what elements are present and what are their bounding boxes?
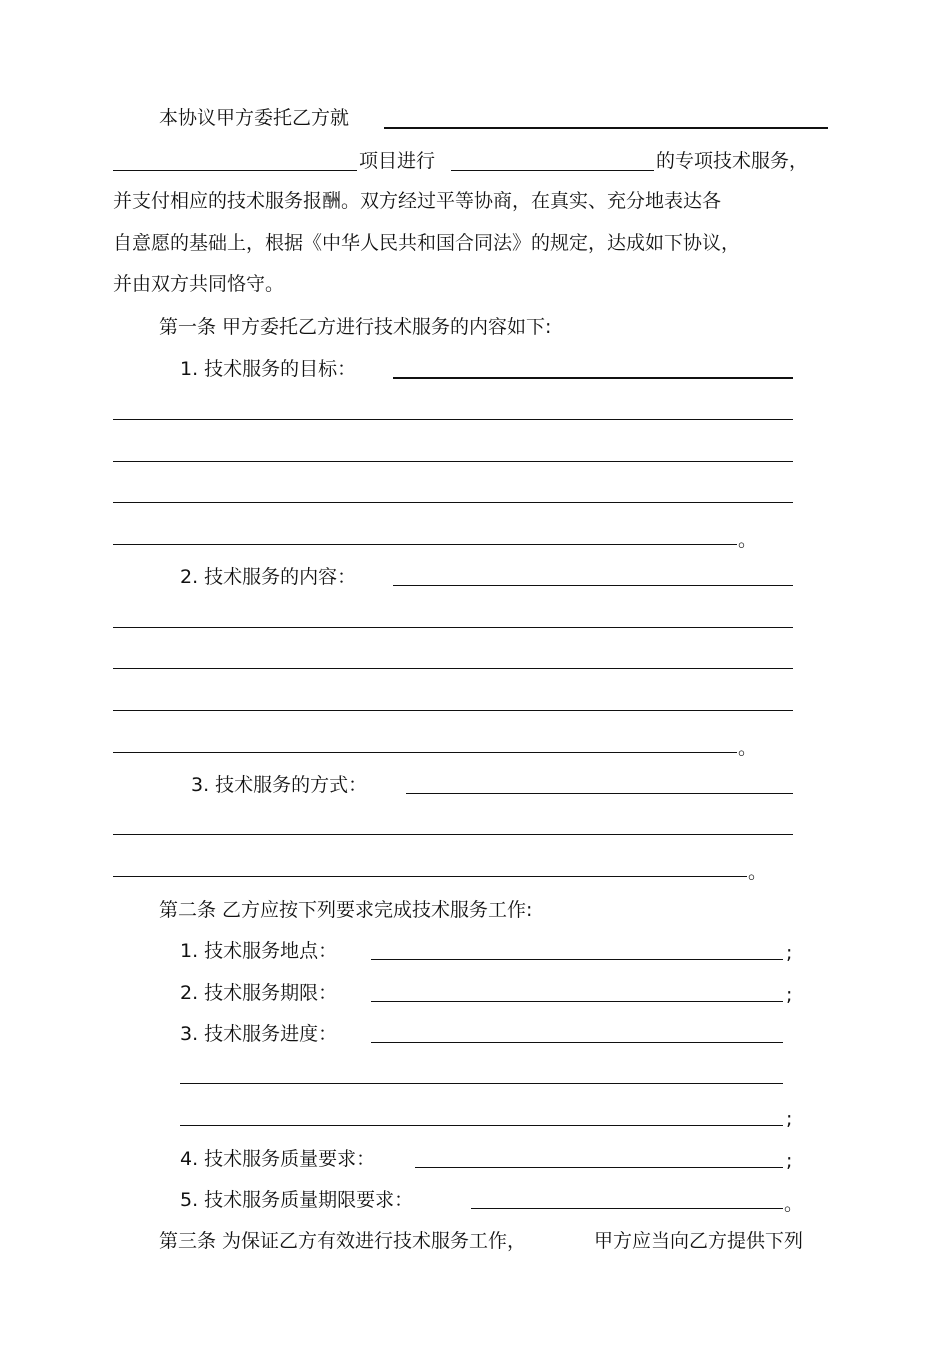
article-2-item-1-label: 1. 技术服务地点： <box>180 940 338 962</box>
service-content-line-2[interactable] <box>113 627 793 628</box>
service-goal-line-3[interactable] <box>113 461 793 462</box>
service-method-period: 。 <box>748 861 768 883</box>
intro-line-2-end: 的专项技术服务， <box>656 150 809 172</box>
intro-line-5: 并由双方共同恪守。 <box>113 273 285 295</box>
intro-line-4: 自意愿的基础上，根据《中华人民共和国合同法》的规定，达成如下协议， <box>113 232 741 254</box>
article-1-item-3-label: 3. 技术服务的方式： <box>191 774 368 796</box>
service-schedule-line-2[interactable] <box>180 1083 783 1084</box>
service-method-blank[interactable] <box>406 793 793 794</box>
article-2-heading: 第二条 乙方应按下列要求完成技术服务工作: <box>159 899 533 921</box>
article-3-heading: 第三条 为保证乙方有效进行技术服务工作， <box>159 1230 527 1252</box>
article-2-item-2-label: 2. 技术服务期限： <box>180 982 338 1004</box>
service-schedule-line-3[interactable] <box>180 1125 783 1126</box>
article-1-item-1-label: 1. 技术服务的目标： <box>180 358 357 380</box>
article-2-item-5-label: 5. 技术服务质量期限要求： <box>180 1189 414 1211</box>
service-goal-line-5[interactable] <box>113 544 737 545</box>
service-schedule-blank[interactable] <box>371 1042 783 1043</box>
service-content-line-3[interactable] <box>113 668 793 669</box>
service-content-blank[interactable] <box>393 585 793 586</box>
project-prefix-blank[interactable] <box>113 170 357 171</box>
service-location-semicolon: ; <box>786 942 793 964</box>
service-method-line-2[interactable] <box>113 834 793 835</box>
service-goal-period: 。 <box>738 529 758 551</box>
service-goal-line-4[interactable] <box>113 502 793 503</box>
article-2-item-4-label: 4. 技术服务质量要求： <box>180 1148 376 1170</box>
service-content-line-4[interactable] <box>113 710 793 711</box>
intro-line-1: 本协议甲方委托乙方就 <box>159 107 350 129</box>
service-method-line-3[interactable] <box>113 876 747 877</box>
article-1-item-2-label: 2. 技术服务的内容： <box>180 566 357 588</box>
intro-line-3: 并支付相应的技术服务报酬。双方经过平等协商，在真实、充分地表达各 <box>113 190 722 212</box>
service-goal-blank[interactable] <box>393 377 793 379</box>
service-schedule-semicolon: ; <box>786 1108 793 1130</box>
service-content-line-5[interactable] <box>113 752 737 753</box>
article-2-item-3-label: 3. 技术服务进度： <box>180 1023 338 1045</box>
service-period-semicolon: ; <box>786 984 793 1006</box>
project-name-blank[interactable] <box>384 127 828 129</box>
service-period-blank[interactable] <box>371 1001 783 1002</box>
article-1-heading: 第一条 甲方委托乙方进行技术服务的内容如下: <box>159 316 552 338</box>
service-location-blank[interactable] <box>371 959 783 960</box>
service-type-blank[interactable] <box>451 170 654 171</box>
quality-period-period: 。 <box>784 1193 804 1215</box>
quality-period-blank[interactable] <box>471 1208 783 1209</box>
article-3-tail: 甲方应当向乙方提供下列 <box>594 1230 804 1252</box>
intro-line-2-mid: 项目进行 <box>359 150 436 172</box>
quality-requirement-semicolon: ; <box>786 1150 793 1172</box>
service-goal-line-2[interactable] <box>113 419 793 420</box>
quality-requirement-blank[interactable] <box>415 1167 783 1168</box>
service-content-period: 。 <box>738 737 758 759</box>
